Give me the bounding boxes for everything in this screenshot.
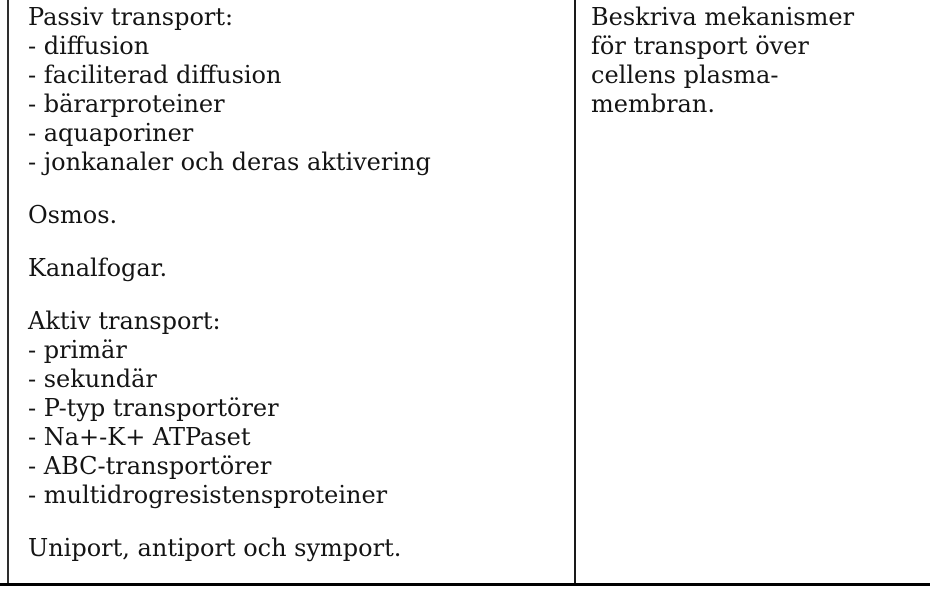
text-line: cellens plasma- xyxy=(591,61,779,89)
text-line: Osmos. xyxy=(28,201,118,229)
text-line: - faciliterad diffusion xyxy=(28,61,282,89)
text-line: membran. xyxy=(591,90,715,118)
text-line: - primär xyxy=(28,336,127,364)
paragraph-uniport xyxy=(28,534,563,563)
text-line: - bärarproteiner xyxy=(28,90,225,118)
text-line: för transport över xyxy=(591,32,809,60)
text-line: - aquaporiner xyxy=(28,119,194,147)
text-line: - jonkanaler och deras aktivering xyxy=(28,148,431,176)
text-line: Uniport, antiport och symport. xyxy=(28,534,402,562)
text-line: - diffusion xyxy=(28,32,150,60)
paragraph-aktiv-transport xyxy=(28,307,563,510)
table-cell-topics xyxy=(28,3,563,563)
paragraph-osmos xyxy=(28,201,563,230)
table-column-divider xyxy=(574,0,576,585)
text-line: - Na+-K+ ATPaset xyxy=(28,423,251,451)
text-line: Passiv transport: xyxy=(28,3,234,31)
text-line: Beskriva mekanismer xyxy=(591,3,855,31)
table-cell-objective xyxy=(591,3,921,119)
text-line: Aktiv transport: xyxy=(28,307,221,335)
text-line: - ABC-transportörer xyxy=(28,452,272,480)
table-bottom-border xyxy=(0,583,930,586)
text-line: - multidrogresistensproteiner xyxy=(28,481,388,509)
paragraph-objective xyxy=(591,3,921,119)
text-line: - P-typ transportörer xyxy=(28,394,279,422)
text-line: - sekundär xyxy=(28,365,157,393)
text-line: Kanalfogar. xyxy=(28,254,168,282)
table-left-border xyxy=(7,0,9,585)
paragraph-kanalfogar xyxy=(28,254,563,283)
paragraph-passiv-transport xyxy=(28,3,563,177)
